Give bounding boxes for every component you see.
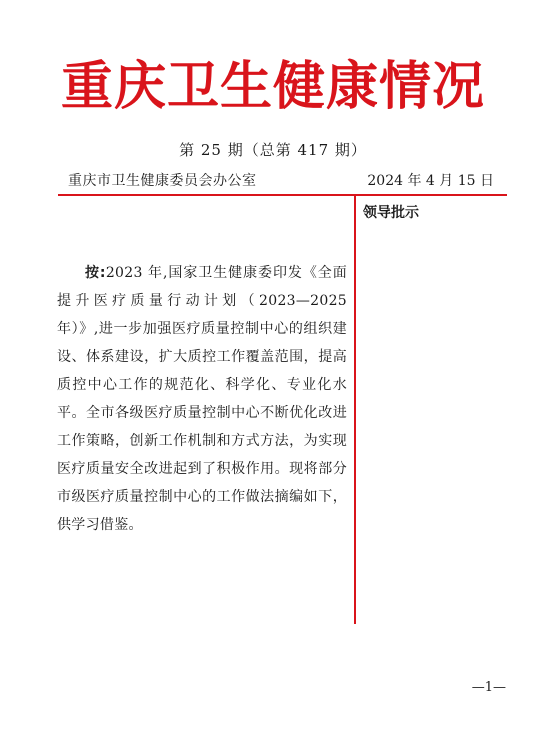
bulletin-masthead: 重庆卫生健康情况 (60, 56, 485, 117)
issue-date: 2024 年 4 月 15 日 (367, 173, 494, 189)
editor-note-lead: 按: (85, 265, 106, 281)
column-divider (354, 196, 356, 624)
issuing-office: 重庆市卫生健康委员会办公室 (68, 173, 257, 189)
editor-note (57, 259, 347, 539)
leader-instructions-label: 领导批示 (363, 205, 419, 221)
editor-note-text: 2023 年,国家卫生健康委印发《全面提升医疗质量行动计划（2023—2025 年）》,进一步加强医疗质量控制中心的组织建设、体系建设，扩大质控工作覆盖范围，提高质控中心工作的规范化、科学化、专业化水平。全市各级医疗质量控制中心不断优化改进工作策略，创新工作机制和方式方法，为实现医疗质量安全改进起到了积极作用。现将部分市级医疗质量控制中心的工作做法摘编如下，供学习借鉴。 (57, 265, 347, 533)
header-divider (58, 194, 507, 196)
page-number: —1— (471, 680, 506, 695)
issue-number: 第 25 期（总第 417 期） (179, 141, 367, 159)
